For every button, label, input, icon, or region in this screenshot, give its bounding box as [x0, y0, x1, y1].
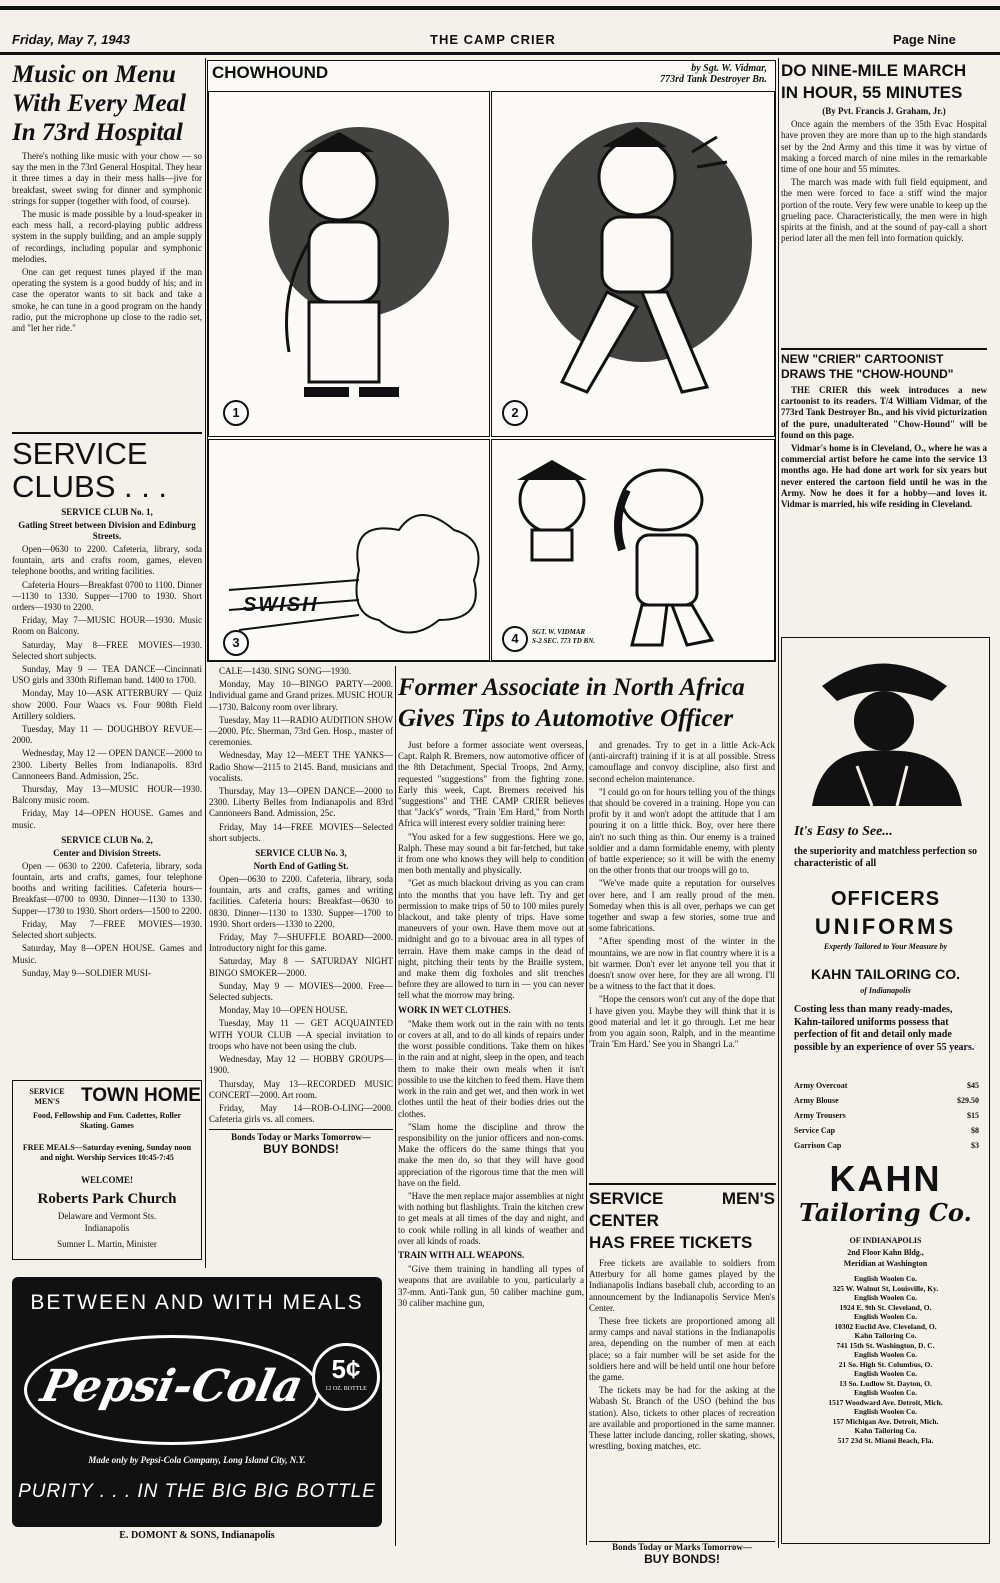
top-rule	[0, 6, 1000, 10]
masthead	[0, 28, 1000, 52]
branch-name: Kahn Tailoring Co.	[854, 1331, 917, 1340]
branch-address: 1924 E. 9th St. Cleveland, O.	[839, 1302, 932, 1312]
tickets-headline-line: SERVICE MEN'S CENTER	[589, 1189, 775, 1230]
club1-item: Wednesday, May 12 — OPEN DANCE—2000 to 2300. Liberty Belles from Indianapolis. 83rd Cannoneers Band. Admission, 25c.	[12, 748, 202, 781]
africa-paragraph: "Have the men replace major assemblies at night with nothing but flashlights. Train the kitchen crew to get meals at all times of the day and night, and to cook while rolling in all kinds of weather and over all kinds of roads.	[398, 1190, 584, 1246]
club3-item: Open—0630 to 2200. Cafeteria, library, soda fountain, arts and crafts, games and writing facilities. Cafeteria hours: Breakfast—0630 to 0830. Dinner—1130 to 1330. Supper—1700 to 1930. Short orders—1330 to 2200.	[209, 874, 393, 929]
branch	[786, 1293, 985, 1312]
service-clubs-article	[12, 437, 202, 1075]
cartoonist-headline-line: DRAWS THE "CHOW-HOUND"	[781, 367, 954, 381]
page-number: Page Nine	[893, 32, 956, 47]
club2-item: Friday, May 14—FREE MOVIES—Selected short subjects.	[209, 821, 393, 843]
cartoonist-paragraph: THE CRIER this week introduces a new cartoonist to its readers. T/4 William Vidmar, of the 773rd Tank Destroyer Bn., and his vivid picturization of the pure, unadulterated "Chow-Hound" will be found on this page.	[781, 385, 987, 440]
price-value: $45	[967, 1081, 979, 1090]
price-item: Army Trousers	[794, 1111, 846, 1120]
tickets-paragraph: The tickets may be had for the asking at the Wabash St. Branch of the USO (behind the bus station). Also, tickets to other places of recreation are available and proportioned in the same manner. These latter include dancing, roller skating, shows, wrestling, boxing matches, etc.	[589, 1385, 775, 1452]
masthead-rule	[0, 52, 1000, 55]
club3-item: Friday, May 14—ROB-O-LING—2000. Cafeteria girls vs. all comers.	[209, 1102, 393, 1125]
cartoon-byline-line: by Sgt. W. Vidmar,	[691, 63, 767, 74]
cartoon-panel-2	[491, 91, 775, 437]
club2-location: Center and Division Streets.	[53, 847, 161, 858]
club1-item: Cafeteria Hours—Breakfast 0700 to 1100. Dinner—1130 to 1330. Supper—1700 to 1930. Short orders—1930 to 2200.	[12, 579, 202, 613]
officers-heading: OFFICERS	[830, 888, 941, 910]
club3-location: North End of Gatling St.	[253, 861, 349, 872]
branch	[786, 1407, 985, 1426]
tickets-headline-line: HAS FREE TICKETS	[589, 1233, 753, 1252]
march-paragraph: The march was made with full field equipment, and the men were forced to face a stiff wind the major portion of the route. Very few were unable to keep up the grueling pace. Characteristically, the men were in high spirits at the finish, and at the sound of pay-call a short period later all the men fell into formation quickly.	[781, 177, 987, 244]
swish-dust-cloud-drawing	[209, 440, 489, 660]
kahn-branches	[786, 1274, 985, 1445]
branch	[786, 1312, 985, 1331]
church-address: Delaware and Vermont Sts.	[57, 1211, 157, 1221]
price-row	[794, 1123, 979, 1138]
town-home-welcome: WELCOME!	[80, 1175, 133, 1185]
pepsi-maker: Made only by Pepsi-Cola Company, Long Island City, N.Y.	[88, 1455, 306, 1465]
club2-item: Open — 0630 to 2200. Cafeteria, library, soda fountain, arts and crafts, games, four telephone booths and writing facilities. Cafeteria hours—Breakfast—0700 to 0930. Dinner—1130 to 1330. Supper—1730 to 1930. Short orders—1500 to 2200.	[12, 860, 202, 916]
club3-item: Wednesday, May 12 — HOBBY GROUPS—1900.	[209, 1054, 393, 1076]
music-article	[12, 60, 202, 428]
bonds-slogan: Bonds Today or Marks Tomorrow—	[589, 1541, 775, 1552]
club3-item: Sunday, May 9 — MOVIES—2000. Free—Selected subjects.	[209, 980, 393, 1003]
kahn-tagline: It's Easy to See...	[794, 824, 893, 839]
club1-item: Friday, May 14—OPEN HOUSE. Games and music.	[12, 808, 202, 830]
music-headline-line: Music on Menu	[12, 61, 176, 88]
dog-and-soldier-drawing	[492, 440, 774, 660]
club3-item: Monday, May 10—OPEN HOUSE.	[219, 1005, 348, 1016]
club1-item: Sunday, May 9 — TEA DANCE—Cincinnati USO girls and 330th Rifleman band. 1400 to 1700.	[12, 664, 202, 686]
officer-portrait-drawing	[802, 646, 967, 806]
cartoon-byline-line: 773rd Tank Destroyer Bn.	[660, 74, 767, 85]
price-badge	[312, 1343, 380, 1411]
club2-item: Friday, May 7—FREE MOVIES—1930. Selected short subjects.	[12, 918, 202, 941]
club1-location: Gatling Street between Division and Edinburg Streets.	[18, 520, 196, 541]
branch-address: 13 So. Ludlow St. Dayton, O.	[839, 1378, 932, 1388]
service-headline-line: SERVICE	[12, 437, 148, 471]
pepsi-logo: Pepsi-Cola	[36, 1361, 308, 1412]
kahn-copy: the superiority and matchless perfection so characteristic of all	[794, 846, 978, 869]
march-byline: (By Pvt. Francis J. Graham, Jr.)	[822, 106, 946, 116]
kahn-tailoring-ad	[781, 637, 990, 1544]
panel-number: 3	[223, 630, 249, 656]
branch-name: English Woolen Co.	[853, 1293, 917, 1302]
town-home-title: TOWN HOME	[81, 1085, 201, 1106]
divider	[589, 1183, 776, 1185]
kahn-copy: Costing less than many ready-mades, Kahn-tailored uniforms possess that perfection of fit and detail only made possible by an experience of over 55 years.	[794, 1004, 975, 1053]
branch	[786, 1388, 985, 1407]
club2-item: Tuesday, May 11—RADIO AUDITION SHOW—2000. Pfc. Sherman, 73rd Gen. Hosp., master of ceremonies.	[209, 714, 393, 748]
town-home-line: FREE MEALS—Saturday evening, Sunday noon and night. Worship Services 10:45-7:45	[22, 1143, 192, 1162]
club2-item: Saturday, May 8—OPEN HOUSE. Games and Music.	[12, 943, 202, 965]
pepsi-ad	[12, 1277, 382, 1527]
branch-address: 741 15th St. Washington, D. C.	[836, 1340, 935, 1350]
branch-address: 10302 Euclid Ave. Cleveland, O.	[834, 1321, 937, 1331]
club2-item: Sunday, May 9—SOLDIER MUSI-	[22, 967, 151, 978]
bonds-slogan: Bonds Today or Marks Tomorrow—	[209, 1129, 393, 1143]
tickets-article	[589, 1188, 775, 1538]
column-rule	[586, 740, 587, 1545]
club1-title: SERVICE CLUB No. 1,	[61, 507, 153, 517]
swish-sound-effect: SWISH	[243, 594, 319, 616]
kahn-price-list	[794, 1078, 979, 1153]
chowhound-eating-drawing	[209, 92, 489, 436]
march-article	[781, 60, 987, 342]
music-paragraph: There's nothing like music with your chow — so say the men in the 73rd General Hospital. They hear it three times a day in their mess halls—jive for breakfast, sweet swing for dinner and symphonic strings for supper (together with food, of course).	[12, 151, 202, 206]
africa-paragraph: "You asked for a few suggestions. Here we go, Ralph. These may sound a bit far-fetched, but take it from one who knows they will help to condition men both mentally and physically.	[398, 831, 584, 876]
paper-name: THE CAMP CRIER	[430, 32, 556, 47]
buy-bonds: BUY BONDS!	[644, 1552, 720, 1566]
africa-paragraph: and grenades. Try to get in a little Ack-Ack (anti-aircraft) training if it is at all possible. Stress camouflage and convoy discipline, also first and second echelon maintenance.	[589, 740, 775, 784]
branch-address: 1517 Woodward Ave. Detroit, Mich.	[828, 1397, 943, 1407]
africa-headline	[398, 672, 776, 734]
church-name: Roberts Park Church	[37, 1191, 177, 1207]
price-value: $29.50	[957, 1096, 979, 1105]
tickets-headline	[589, 1188, 775, 1254]
tickets-paragraph: These free tickets are proportioned among all army camps and naval stations in the Indianapolis area, depending on the number of men at each place; so a fair number will be set aside for the soldiers here and will be held until one hour before the game.	[589, 1316, 775, 1383]
branch	[786, 1350, 985, 1369]
cartoon-panel-1	[208, 91, 490, 437]
club1-item: Saturday, May 8—FREE MOVIES—1930. Selected short subjects.	[12, 639, 202, 661]
branch	[786, 1426, 985, 1445]
club2-title: SERVICE CLUB No. 2,	[61, 834, 153, 845]
church-minister: Sumner L. Martin, Minister	[57, 1239, 157, 1249]
club2-item: CALE—1430. SING SONG—1930.	[219, 666, 352, 676]
price-item: Garrison Cap	[794, 1141, 842, 1150]
price-item: Service Cap	[794, 1126, 836, 1135]
music-headline	[12, 60, 202, 147]
panel-number: 4	[502, 626, 528, 652]
club3-item: Saturday, May 8 — SATURDAY NIGHT BINGO SMOKER—2000.	[209, 956, 393, 978]
africa-paragraph: "Get as much blackout driving as you can cram into the months that you have left. Try and get permission to make trips of 50 to 100 miles purely blackout, and take plenty of trips. Have some maneuvers of your own. Have them move out at midnight and go to a bivouac area in all types of terrain. Have them make camps in the dead of night, pitching their tents by the Braille system, and make them dig foxholes and slit trenches before they are allowed to turn in — you can never tell what the morrow may bring.	[398, 878, 584, 1001]
branch-name: English Woolen Co.	[853, 1274, 917, 1283]
issue-date: Friday, May 7, 1943	[12, 32, 131, 47]
column-rule	[395, 666, 396, 1546]
branch	[786, 1369, 985, 1388]
africa-subhead: WORK IN WET CLOTHES.	[398, 1004, 511, 1015]
branch-name: English Woolen Co.	[853, 1350, 917, 1359]
tickets-bonds	[589, 1541, 775, 1566]
kahn-logo-script: Tailoring Co.	[799, 1198, 972, 1227]
branch-name: English Woolen Co.	[853, 1369, 917, 1378]
pepsi-tagline: BETWEEN AND WITH MEALS	[30, 1291, 364, 1314]
africa-headline-line: Former Associate in North Africa	[398, 674, 745, 701]
cartoon-byline	[660, 63, 767, 85]
branch	[786, 1274, 985, 1293]
branch-address: 21 So. High St. Columbus, O.	[838, 1359, 933, 1369]
service-headline-line: CLUBS . . .	[12, 469, 168, 504]
pepsi-dealer: E. DOMONT & SONS, Indianapolis	[119, 1530, 275, 1541]
club1-item: Open—0630 to 2200. Cafeteria, library, soda fountain, arts and crafts room, games, eleven telephone booths, and writing facilities.	[12, 544, 202, 577]
cartoonist-paragraph: Vidmar's home is in Cleveland, O., where he was a commercial artist before he came into the service 13 months ago. He had done art work for six years but never entered the cartoon field until he was in the Army. Now he does it for a hobby—and loves it. Vidmar is married, his wife residing in Cleveland.	[781, 443, 987, 510]
chowhound-cartoon	[207, 60, 776, 662]
march-headline	[781, 60, 987, 104]
branch-name: English Woolen Co.	[853, 1407, 917, 1416]
kahn-tailored: Expertly Tailored to Your Measure by	[823, 942, 948, 951]
kahn-of-indianapolis: OF INDIANAPOLIS	[849, 1236, 922, 1245]
branch-address: 157 Michigan Ave. Detroit, Mich.	[832, 1416, 939, 1426]
africa-paragraph: "Make them work out in the rain with no tents or covers at all, and to do all kinds of repairs under the worst possible conditions. Take them on hikes in the rain and at night, sleep in the open, and teach them to make their own meals when it isn't possible to use the kitchen to feed them. Have them work in the rain and get wet, and then work in wet clothes until the heat of their bodies dries out the clothes.	[398, 1018, 584, 1119]
church-city: Indianapolis	[84, 1223, 130, 1233]
africa-article-col1	[398, 740, 584, 1540]
cartoonist-headline	[781, 352, 987, 382]
pepsi-bottle-size: 12 OZ. BOTTLE	[325, 1386, 367, 1392]
divider	[12, 432, 202, 434]
price-row	[794, 1108, 979, 1123]
club1-item: Monday, May 10—ASK ATTERBURY — Quiz show 2000. Four Waacs vs. Four 908th Field Artillery soldiers.	[12, 688, 202, 721]
service-clubs-continued	[209, 666, 393, 1271]
kahn-city: of Indianapolis	[860, 986, 911, 995]
signature-line: S-2 SEC. 773 TD BN.	[532, 637, 596, 645]
branch-address: 325 W. Walnut St, Louisville, Ky.	[832, 1283, 939, 1293]
uniforms-heading: UNIFORMS	[814, 914, 957, 939]
cartoon-panel-4	[491, 439, 775, 661]
tickets-paragraph: Free tickets are available to soldiers from Atterbury for all home games played by the Indianapolis Indians baseball club, according to an announcement by the Indianapolis Service Men's Center.	[589, 1258, 775, 1313]
pepsi-slogan: PURITY . . . IN THE BIG BIG BOTTLE	[18, 1481, 376, 1502]
club3-item: Thursday, May 13—RECORDED MUSIC CONCERT—2000. Art room.	[209, 1078, 393, 1100]
price-row	[794, 1138, 979, 1153]
africa-paragraph: "Hope the censors won't cut any of the dope that I have given you. Maybe they will think that it is good material and let it go through. Let me hear from you again soon, Ralph, and in the meantime 'Train 'Em Hard.' See you in Shangri La."	[589, 994, 775, 1050]
panel-number: 1	[223, 400, 249, 426]
club3-title: SERVICE CLUB No. 3,	[255, 848, 347, 859]
chowhound-tossing-drawing	[492, 92, 774, 436]
price-item: Army Overcoat	[794, 1081, 848, 1090]
kahn-logo: KAHN	[829, 1158, 942, 1199]
africa-paragraph: "Slam home the discipline and throw the responsibility on the junior officers and non-coms. Make the officers do the same things that you make the men do, so that they will have good appreciation of the rigorous time that the men will have on the field.	[398, 1121, 584, 1188]
branch-name: English Woolen Co.	[853, 1312, 917, 1321]
africa-paragraph: "Give them training in handling all types of weapons that are available to you, particularly a 37-mm. Anti-Tank gun, 50 caliber machine gum, 30 caliber machine gun,	[398, 1264, 584, 1308]
music-paragraph: One can get request tunes played if the man operating the system is a good buddy of his; and in case the operator wants to sit back and take a smoke, he can tune in a good program on the handy radio, put the microphone up close to the radio set, and "let her ride."	[12, 267, 202, 334]
cartoonist-headline-line: NEW "CRIER" CARTOONIST	[781, 352, 944, 366]
cartoon-panel-3	[208, 439, 490, 661]
price-item: Army Blouse	[794, 1096, 839, 1105]
pepsi-price: 5¢	[331, 1354, 361, 1384]
club3-item: Friday, May 7—SHUFFLE BOARD—2000. Introductory night for this game.	[209, 932, 393, 954]
kahn-floor: 2nd Floor Kahn Bldg.,	[847, 1248, 924, 1257]
town-home-tag: SERVICE MEN'S	[29, 1087, 65, 1106]
column-rule	[778, 58, 779, 1548]
panel-number: 2	[502, 400, 528, 426]
africa-article-col2	[589, 740, 775, 1180]
march-paragraph: Once again the members of the 35th Evac Hospital have proven they are more than up to the high standards set by the 2nd Army and this time it was by virtue of making a forced march of nine miles in the remarkable time of one hour and 55 minutes.	[781, 119, 987, 175]
africa-paragraph: "After spending most of the winter in the mountains, we are now in flat country where it is a bit warmer. Don't ever let anyone tell you that it doesn't snow over here, for they are all wrong. I'll be a witness to the fact that it does.	[589, 936, 775, 992]
divider	[781, 348, 987, 350]
music-headline-line: With Every Meal	[12, 90, 187, 117]
march-headline-line: IN HOUR, 55 MINUTES	[781, 83, 963, 102]
club2-item: Thursday, May 13—OPEN DANCE—2000 to 2300. Liberty Belles from Indianapolis and 83rd Cannoneers Band. Admission, 25c.	[209, 786, 393, 819]
cartoonist-article	[781, 352, 987, 630]
africa-headline-line: Gives Tips to Automotive Officer	[398, 705, 734, 732]
club2-item: Monday, May 10—BINGO PARTY—2000. Individual game and Grand prizes. MUSIC HOUR—1730. Balcony room over library.	[209, 679, 393, 712]
club1-item: Friday, May 7—MUSIC HOUR—1930. Music Room on Balcony.	[12, 615, 202, 637]
africa-paragraph: "We've made quite a reputation for ourselves over here, and I am really proud of the men. Someday when this is all over, perhaps we can get together and swap a few stories, some true and some fabrications.	[589, 878, 775, 934]
club2-item: Wednesday, May 12—MEET THE YANKS—Radio Show—2115 to 2145. Band, musicians and vocalists.	[209, 750, 393, 783]
town-home-line: Food, Fellowship and Fun. Cadettes, Roller Skating. Games	[32, 1111, 181, 1130]
music-headline-line: In 73rd Hospital	[12, 119, 183, 146]
march-headline-line: DO NINE-MILE MARCH	[781, 61, 967, 80]
africa-paragraph: "I could go on for hours telling you of the things that should be covered in a training. Hope you can profit by it and won't adopt the attitude that I am pouring it on a little thick. Boy, over here there ain't no such thing as thin. Our enemy is a trained soldier and a damn formidable enemy, with plenty of battle experience; so it will be with the enemy on the other fronts that our troops will go to.	[589, 786, 775, 876]
branch-name: English Woolen Co.	[853, 1388, 917, 1397]
club3-item: Tuesday, May 11 — GET ACQUAINTED WITH YOUR CLUB —A special invitation to troops who have not been using the club.	[209, 1018, 393, 1051]
column-rule	[205, 58, 206, 1268]
service-clubs-headline	[12, 437, 202, 503]
price-row	[794, 1093, 979, 1108]
branch-name: Kahn Tailoring Co.	[854, 1426, 917, 1435]
town-home-ad	[12, 1080, 202, 1260]
music-paragraph: The music is made possible by a loud-speaker in each mess hall, a record-playing public address system in the supply building, and an ample supply of recordings, including popular and symphonic melodies.	[12, 209, 202, 264]
price-value: $15	[967, 1111, 979, 1120]
kahn-firm-name: KAHN TAILORING CO.	[810, 966, 961, 982]
branch-address: 517 23d St. Miami Beach, Fla.	[837, 1435, 934, 1445]
club1-item: Thursday, May 13—MUSIC HOUR—1930. Balcony music room.	[12, 784, 202, 806]
signature-line: SGT. W. VIDMAR	[532, 628, 586, 636]
kahn-meridian: Meridian at Washington	[843, 1259, 928, 1268]
artist-signature	[532, 628, 595, 646]
branch	[786, 1331, 985, 1350]
price-value: $3	[971, 1141, 979, 1150]
cartoon-title: CHOWHOUND	[212, 63, 329, 82]
price-value: $8	[971, 1126, 979, 1135]
buy-bonds: BUY BONDS!	[263, 1141, 339, 1156]
africa-subhead: TRAIN WITH ALL WEAPONS.	[398, 1249, 525, 1260]
club1-item: Tuesday, May 11 — DOUGHBOY REVUE—2000.	[12, 724, 202, 746]
africa-paragraph: Just before a former associate went overseas, Capt. Ralph R. Bremers, now automotive officer of the 8th Detachment, Special Troops, 2nd Army, requested "suggestions" from the fighting zone. Early this week, Capt. Bremers received his "suggestions" and THE CAMP CRIER believes that "Jack's" words, "Train 'Em Hard," from North Africa will interest every soldier training here:	[398, 740, 584, 829]
price-row	[794, 1078, 979, 1093]
